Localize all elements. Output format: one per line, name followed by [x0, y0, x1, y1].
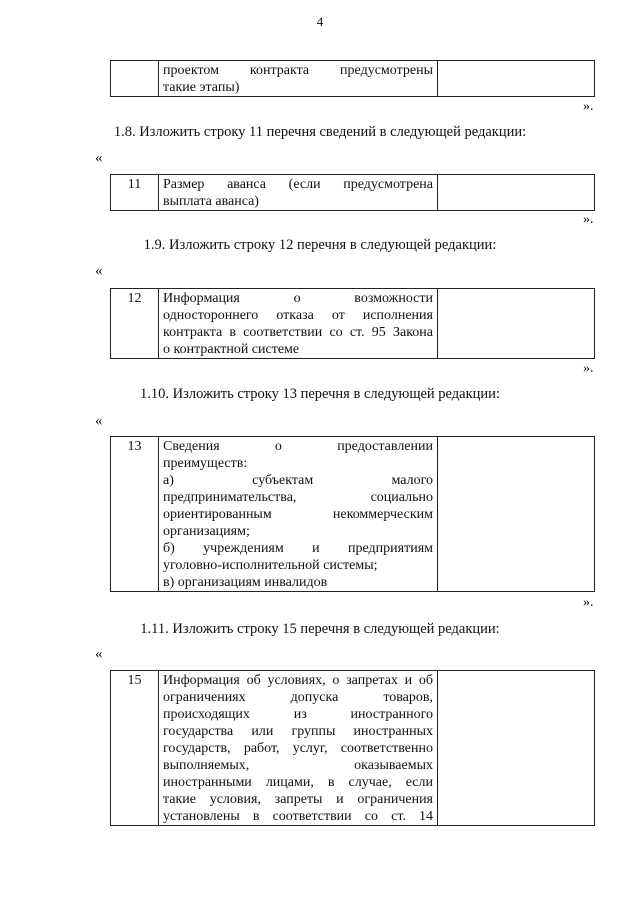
row-text-line: такие условия, запреты и ограничения	[163, 792, 433, 807]
row-text-line: Сведения о предоставлении	[163, 439, 433, 454]
row-number: 15	[111, 671, 159, 826]
row-text-line: о контрактной системе	[163, 342, 300, 357]
row-text-line: такие этапы)	[163, 80, 240, 95]
opening-quote: «	[95, 263, 103, 279]
row-text	[159, 437, 438, 592]
row-text-line: Размер аванса (если предусмотрена	[163, 177, 433, 192]
opening-quote: «	[95, 413, 103, 429]
row-number: 12	[111, 289, 159, 359]
table-row-15	[110, 670, 595, 826]
closing-quote: ».	[583, 212, 594, 227]
row-text-line: одностороннего отказа от исполнения	[163, 308, 433, 323]
table-row-11	[110, 174, 595, 211]
table-row-12	[110, 288, 595, 359]
row-text-line: в) организациям инвалидов	[163, 575, 328, 590]
row-text-line: происходящих из иностранного	[163, 707, 433, 722]
row-text-line: государств, работ, услуг, соответственно	[163, 741, 433, 756]
row-empty-cell	[438, 437, 595, 592]
row-empty-cell	[438, 289, 595, 359]
row-text-line: Информация о возможности	[163, 291, 433, 306]
row-text-line: проектом контракта предусмотрены	[163, 63, 433, 78]
table-row-13	[110, 436, 595, 592]
row-text-line: государства или группы иностранных	[163, 724, 433, 739]
row-text-line: выплата аванса)	[163, 194, 259, 209]
row-text	[159, 61, 438, 97]
row-empty-cell	[438, 671, 595, 826]
row-text-line: организациям;	[163, 524, 250, 539]
section-heading-1-8: 1.8. Изложить строку 11 перечня сведений в следующей редакции:	[113, 124, 527, 140]
row-text	[159, 175, 438, 211]
row-text-line: а) субъектам малого	[163, 473, 433, 488]
row-text-line: иностранными лицами, в случае, если	[163, 775, 433, 790]
table-row-continued	[110, 60, 595, 97]
row-number: 13	[111, 437, 159, 592]
row-text-line: предпринимательства, социально	[163, 490, 433, 505]
section-heading-1-10: 1.10. Изложить строку 13 перечня в следующей редакции:	[140, 386, 500, 402]
opening-quote: «	[95, 646, 103, 662]
row-empty-cell	[438, 175, 595, 211]
row-text	[159, 671, 438, 826]
page-number: 4	[316, 14, 324, 29]
row-empty-cell	[438, 61, 595, 97]
closing-quote: ».	[583, 595, 594, 610]
row-text-line: ориентированным некоммерческим	[163, 507, 433, 522]
section-heading-1-11: 1.11. Изложить строку 15 перечня в следующей редакции:	[140, 621, 500, 637]
row-text-line: уголовно-исполнительной системы;	[163, 558, 378, 573]
row-text-line: б) учреждениям и предприятиям	[163, 541, 433, 556]
row-text	[159, 289, 438, 359]
closing-quote: ».	[583, 99, 594, 114]
row-text-line: установлены в соответствии со ст. 14	[163, 809, 433, 824]
opening-quote: «	[95, 150, 103, 166]
row-text-line: контракта в соответствии со ст. 95 Закона	[163, 325, 433, 340]
row-number: 11	[111, 175, 159, 211]
row-text-line: Информация об условиях, о запретах и об	[163, 673, 433, 688]
row-text-line: выполняемых, оказываемых	[163, 758, 433, 773]
row-number	[111, 61, 159, 97]
section-heading-1-9: 1.9. Изложить строку 12 перечня в следующей редакции:	[143, 237, 497, 253]
row-text-line: ограничениях допуска товаров,	[163, 690, 433, 705]
closing-quote: ».	[583, 361, 594, 376]
row-text-line: преимуществ:	[163, 456, 248, 471]
